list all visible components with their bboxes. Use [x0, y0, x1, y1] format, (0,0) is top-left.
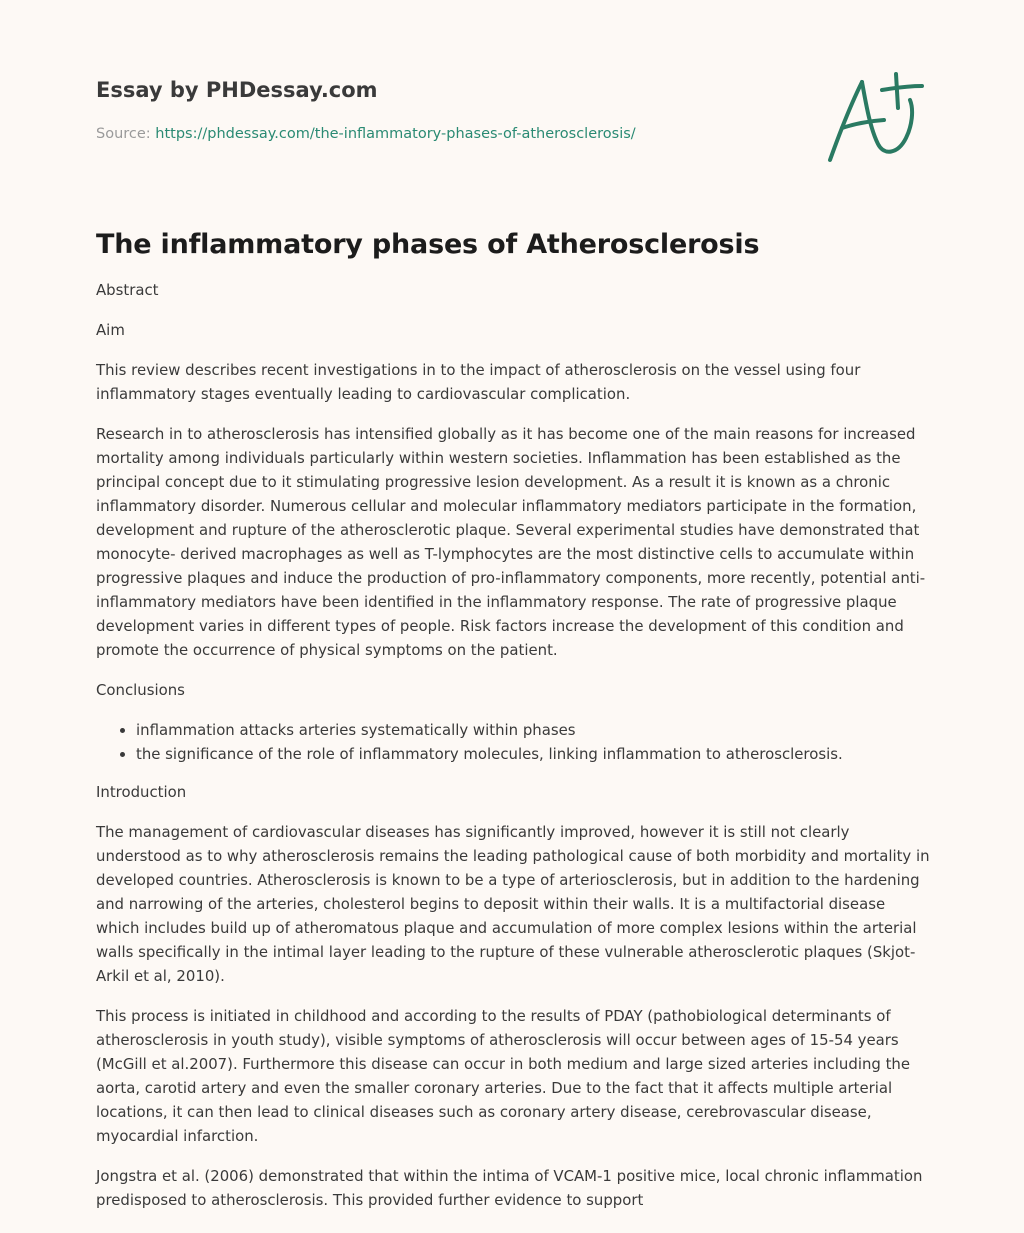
- abstract-heading: Abstract: [96, 281, 159, 299]
- aim-heading: Aim: [96, 321, 125, 339]
- essay-content: [96, 226, 932, 1228]
- source-label: Source:: [96, 126, 156, 142]
- conclusions-list: [96, 718, 932, 766]
- source-link[interactable]: https://phdessay.com/the-inflammatory-phases-of-atherosclerosis/: [155, 126, 636, 142]
- aim-paragraph: This review describes recent investigations in to the impact of atherosclerosis on the vessel using four inflammatory stages eventually leading to cardiovascular complication.: [96, 361, 861, 403]
- abstract-paragraph: Research in to atherosclerosis has intensified globally as it has become one of the main reasons for increased mortality among individuals particularly within western societies. Inflammation has been established as the principal concept due to it stimulating progressive lesion development. As a result it is known as a chronic inflammatory disorder. Numerous cellular and molecular inflammatory mediators participate in the formation, development and rupture of the atherosclerotic plaque. Several experimental studies have demonstrated that monocyte- derived macrophages as well as T-lymphocytes are the most distinctive cells to accumulate within progressive plaques and induce the production of pro-inflammatory components, more recently, potential anti-inflammatory mediators have been identified in the inflammatory response. The rate of progressive plaque development varies in different types of people. Risk factors increase the development of this condition and promote the occurrence of physical symptoms on the patient.: [96, 425, 926, 659]
- list-item: • inflammation attacks arteries systematically within phases: [136, 718, 932, 742]
- introduction-paragraph-1: The management of cardiovascular diseases has significantly improved, however it is still not clearly understood as to why atherosclerosis remains the leading pathological cause of both morbidity and mortality in developed countries. Atherosclerosis is known to be a type of arteriosclerosis, but in addition to the hardening and narrowing of the arteries, cholesterol begins to deposit within their walls. It is a multifactorial disease which includes build up of atheromatous plaque and accumulation of more complex lesions within the arterial walls specifically in the intimal layer leading to the rupture of these vulnerable atherosclerotic plaques (Skjot-Arkil et al, 2010).: [96, 823, 930, 985]
- introduction-paragraph-3: Jongstra et al. (2006) demonstrated that within the intima of VCAM-1 positive mice, local chronic inflammation predisposed to atherosclerosis. This provided further evidence to support: [96, 1167, 923, 1209]
- list-item: • the significance of the role of inflammatory molecules, linking inflammation to atherosclerosis.: [136, 742, 932, 766]
- source-line: [96, 124, 636, 144]
- introduction-heading: Introduction: [96, 783, 187, 801]
- introduction-paragraph-2: This process is initiated in childhood and according to the results of PDAY (pathobiological determinants of atherosclerosis in youth study), visible symptoms of atherosclerosis will occur between ages of 15-54 years (McGill et al.2007). Furthermore this disease can occur in both medium and large sized arteries including the aorta, carotid artery and even the smaller coronary arteries. Due to the fact that it affects multiple arterial locations, it can then lead to clinical diseases such as coronary artery disease, cerebrovascular disease, myocardial infarction.: [96, 1007, 911, 1145]
- site-title: Essay by PHDessay.com: [96, 78, 378, 102]
- document-title: The inflammatory phases of Atherosclerosis: [96, 229, 760, 260]
- a-plus-logo-icon: [818, 66, 930, 166]
- conclusions-heading: Conclusions: [96, 681, 185, 699]
